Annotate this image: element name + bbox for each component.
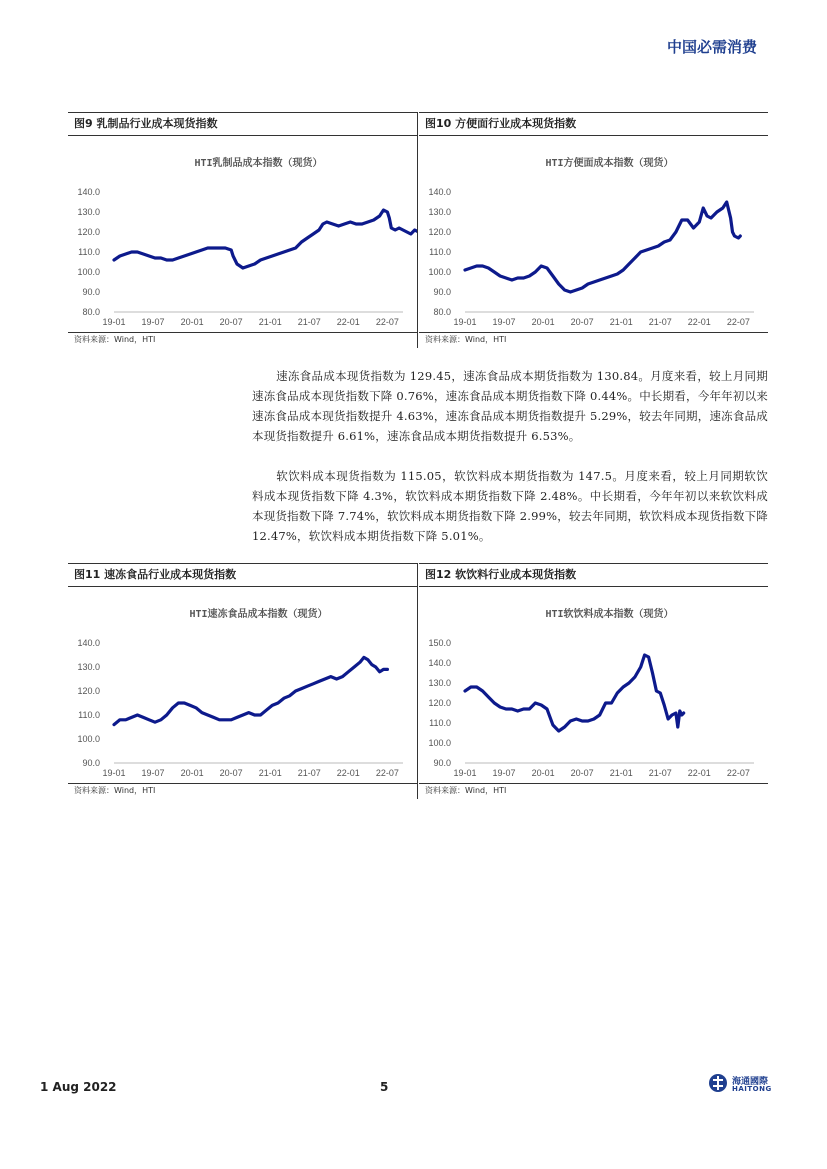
paragraph-frozen-food — [252, 366, 768, 446]
figure-body — [68, 136, 417, 332]
x-tick-label: 22-07 — [726, 317, 750, 327]
y-tick-label: 80.0 — [433, 307, 451, 317]
footer-date: 1 Aug 2022 — [40, 1080, 117, 1094]
y-tick-label: 110.0 — [429, 718, 451, 728]
y-tick-label: 120.0 — [77, 227, 100, 237]
frozen-food-cost-chart — [68, 587, 417, 783]
x-tick-label: 19-07 — [492, 768, 516, 778]
x-tick-label: 22-01 — [336, 317, 360, 327]
figure-11 — [68, 563, 417, 798]
logo-text-en: HAITONG — [732, 1085, 772, 1093]
x-tick-label: 19-07 — [141, 317, 165, 327]
chart-title: HTI软饮料成本指数（现货） — [545, 609, 674, 620]
y-tick-label: 90.0 — [82, 287, 100, 297]
figure-divider — [417, 563, 418, 799]
x-tick-label: 21-07 — [648, 317, 672, 327]
x-tick-label: 22-07 — [375, 317, 399, 327]
y-tick-label: 130.0 — [428, 207, 451, 217]
y-tick-label: 140.0 — [77, 187, 100, 197]
y-tick-label: 130.0 — [77, 662, 100, 672]
x-tick-label: 20-07 — [570, 768, 594, 778]
paragraph-text: 软饮料成本现货指数为 115.05，软饮料成本期货指数为 147.5。月度来看，较上月同期软饮料成本现货指数下降 4.3%，软饮料成本期货指数下降 2.48%。中长期看，今年年初以来软饮料成本现货指数下降 7.74%，软饮料成本期货指数下降 2.99%，较去年同期，软饮料成本现货指数下降 12.47%，软饮料成本期货指数下降 5.01%。 — [252, 469, 768, 543]
x-tick-label: 20-01 — [531, 768, 555, 778]
y-tick-label: 100.0 — [428, 267, 451, 277]
y-tick-label: 90.0 — [433, 758, 451, 768]
x-tick-label: 19-01 — [102, 768, 126, 778]
x-tick-label: 21-01 — [258, 768, 282, 778]
x-tick-label: 21-07 — [648, 768, 672, 778]
x-tick-label: 21-01 — [258, 317, 282, 327]
x-tick-label: 19-07 — [141, 768, 165, 778]
figure-source: 资料来源：Wind，HTI — [419, 332, 768, 347]
x-tick-label: 22-01 — [687, 768, 711, 778]
paragraph-text: 速冻食品成本现货指数为 129.45，速冻食品成本期货指数为 130.84。月度来看，较上月同期速冻食品成本现货指数下降 0.76%，速冻食品成本期货指数下降 0.44%。中长期看，今年年初以来速冻食品成本现货指数提升 4.63%，速冻食品成本期货指数提升 5.29%，较去年同期，速冻食品成本现货指数提升 6.61%，速冻食品成本期货指数提升 6.53%。 — [252, 369, 768, 443]
y-tick-label: 90.0 — [433, 287, 451, 297]
figure-body — [419, 136, 768, 332]
y-tick-label: 100.0 — [77, 267, 100, 277]
y-tick-label: 130.0 — [77, 207, 100, 217]
y-tick-label: 140.0 — [77, 638, 100, 648]
x-tick-label: 21-01 — [609, 317, 633, 327]
series-line — [114, 657, 387, 724]
x-tick-label: 20-01 — [180, 317, 204, 327]
soft-drink-cost-chart — [419, 587, 768, 783]
x-tick-label: 19-01 — [453, 768, 477, 778]
paragraph-soft-drinks — [252, 466, 768, 546]
figure-title: 图12 软饮料行业成本现货指数 — [419, 563, 768, 587]
figure-title: 图9 乳制品行业成本现货指数 — [68, 112, 417, 136]
y-tick-label: 90.0 — [82, 758, 100, 768]
y-tick-label: 110.0 — [429, 247, 451, 257]
figure-12 — [419, 563, 768, 798]
x-tick-label: 21-01 — [609, 768, 633, 778]
figure-10 — [419, 112, 768, 347]
y-tick-label: 120.0 — [428, 227, 451, 237]
y-tick-label: 100.0 — [428, 738, 451, 748]
y-tick-label: 110.0 — [78, 710, 100, 720]
figure-source: 资料来源：Wind，HTI — [68, 332, 417, 347]
figure-body — [419, 587, 768, 783]
x-tick-label: 20-01 — [531, 317, 555, 327]
chart-title: HTI方便面成本指数（现货） — [545, 158, 674, 169]
figure-9 — [68, 112, 417, 347]
figure-divider — [417, 112, 418, 348]
series-line — [465, 655, 684, 731]
x-tick-label: 19-07 — [492, 317, 516, 327]
y-tick-label: 150.0 — [428, 638, 451, 648]
y-tick-label: 140.0 — [428, 187, 451, 197]
haitong-logo — [708, 1073, 788, 1095]
x-tick-label: 20-01 — [180, 768, 204, 778]
logo-text-cn: 海通國際 — [732, 1077, 769, 1087]
y-tick-label: 120.0 — [428, 698, 451, 708]
x-tick-label: 21-07 — [297, 768, 321, 778]
figure-row-2 — [68, 563, 768, 799]
figure-title: 图11 速冻食品行业成本现货指数 — [68, 563, 417, 587]
chart-title: HTI乳制品成本指数（现货） — [194, 158, 323, 169]
x-tick-label: 22-01 — [687, 317, 711, 327]
x-tick-label: 22-07 — [375, 768, 399, 778]
x-tick-label: 19-01 — [102, 317, 126, 327]
y-tick-label: 130.0 — [428, 678, 451, 688]
x-tick-label: 20-07 — [219, 768, 243, 778]
figure-source: 资料来源：Wind，HTI — [419, 783, 768, 798]
y-tick-label: 140.0 — [428, 658, 451, 668]
figure-source: 资料来源：Wind，HTI — [68, 783, 417, 798]
y-tick-label: 100.0 — [77, 734, 100, 744]
dairy-cost-chart — [68, 136, 417, 332]
series-line — [114, 210, 417, 268]
figure-row-1 — [68, 112, 768, 348]
chart-title: HTI速冻食品成本指数（现货） — [189, 609, 328, 620]
page-number: 5 — [380, 1080, 389, 1094]
figure-body — [68, 587, 417, 783]
figure-title: 图10 方便面行业成本现货指数 — [419, 112, 768, 136]
x-tick-label: 19-01 — [453, 317, 477, 327]
report-section-title: 中国必需消费 — [666, 38, 757, 56]
haitong-logo-icon — [708, 1073, 728, 1093]
y-tick-label: 80.0 — [82, 307, 100, 317]
x-tick-label: 20-07 — [570, 317, 594, 327]
y-tick-label: 110.0 — [78, 247, 100, 257]
x-tick-label: 22-07 — [726, 768, 750, 778]
instant-noodle-cost-chart — [419, 136, 768, 332]
x-tick-label: 22-01 — [336, 768, 360, 778]
x-tick-label: 21-07 — [297, 317, 321, 327]
series-line — [465, 202, 740, 292]
y-tick-label: 120.0 — [77, 686, 100, 696]
x-tick-label: 20-07 — [219, 317, 243, 327]
